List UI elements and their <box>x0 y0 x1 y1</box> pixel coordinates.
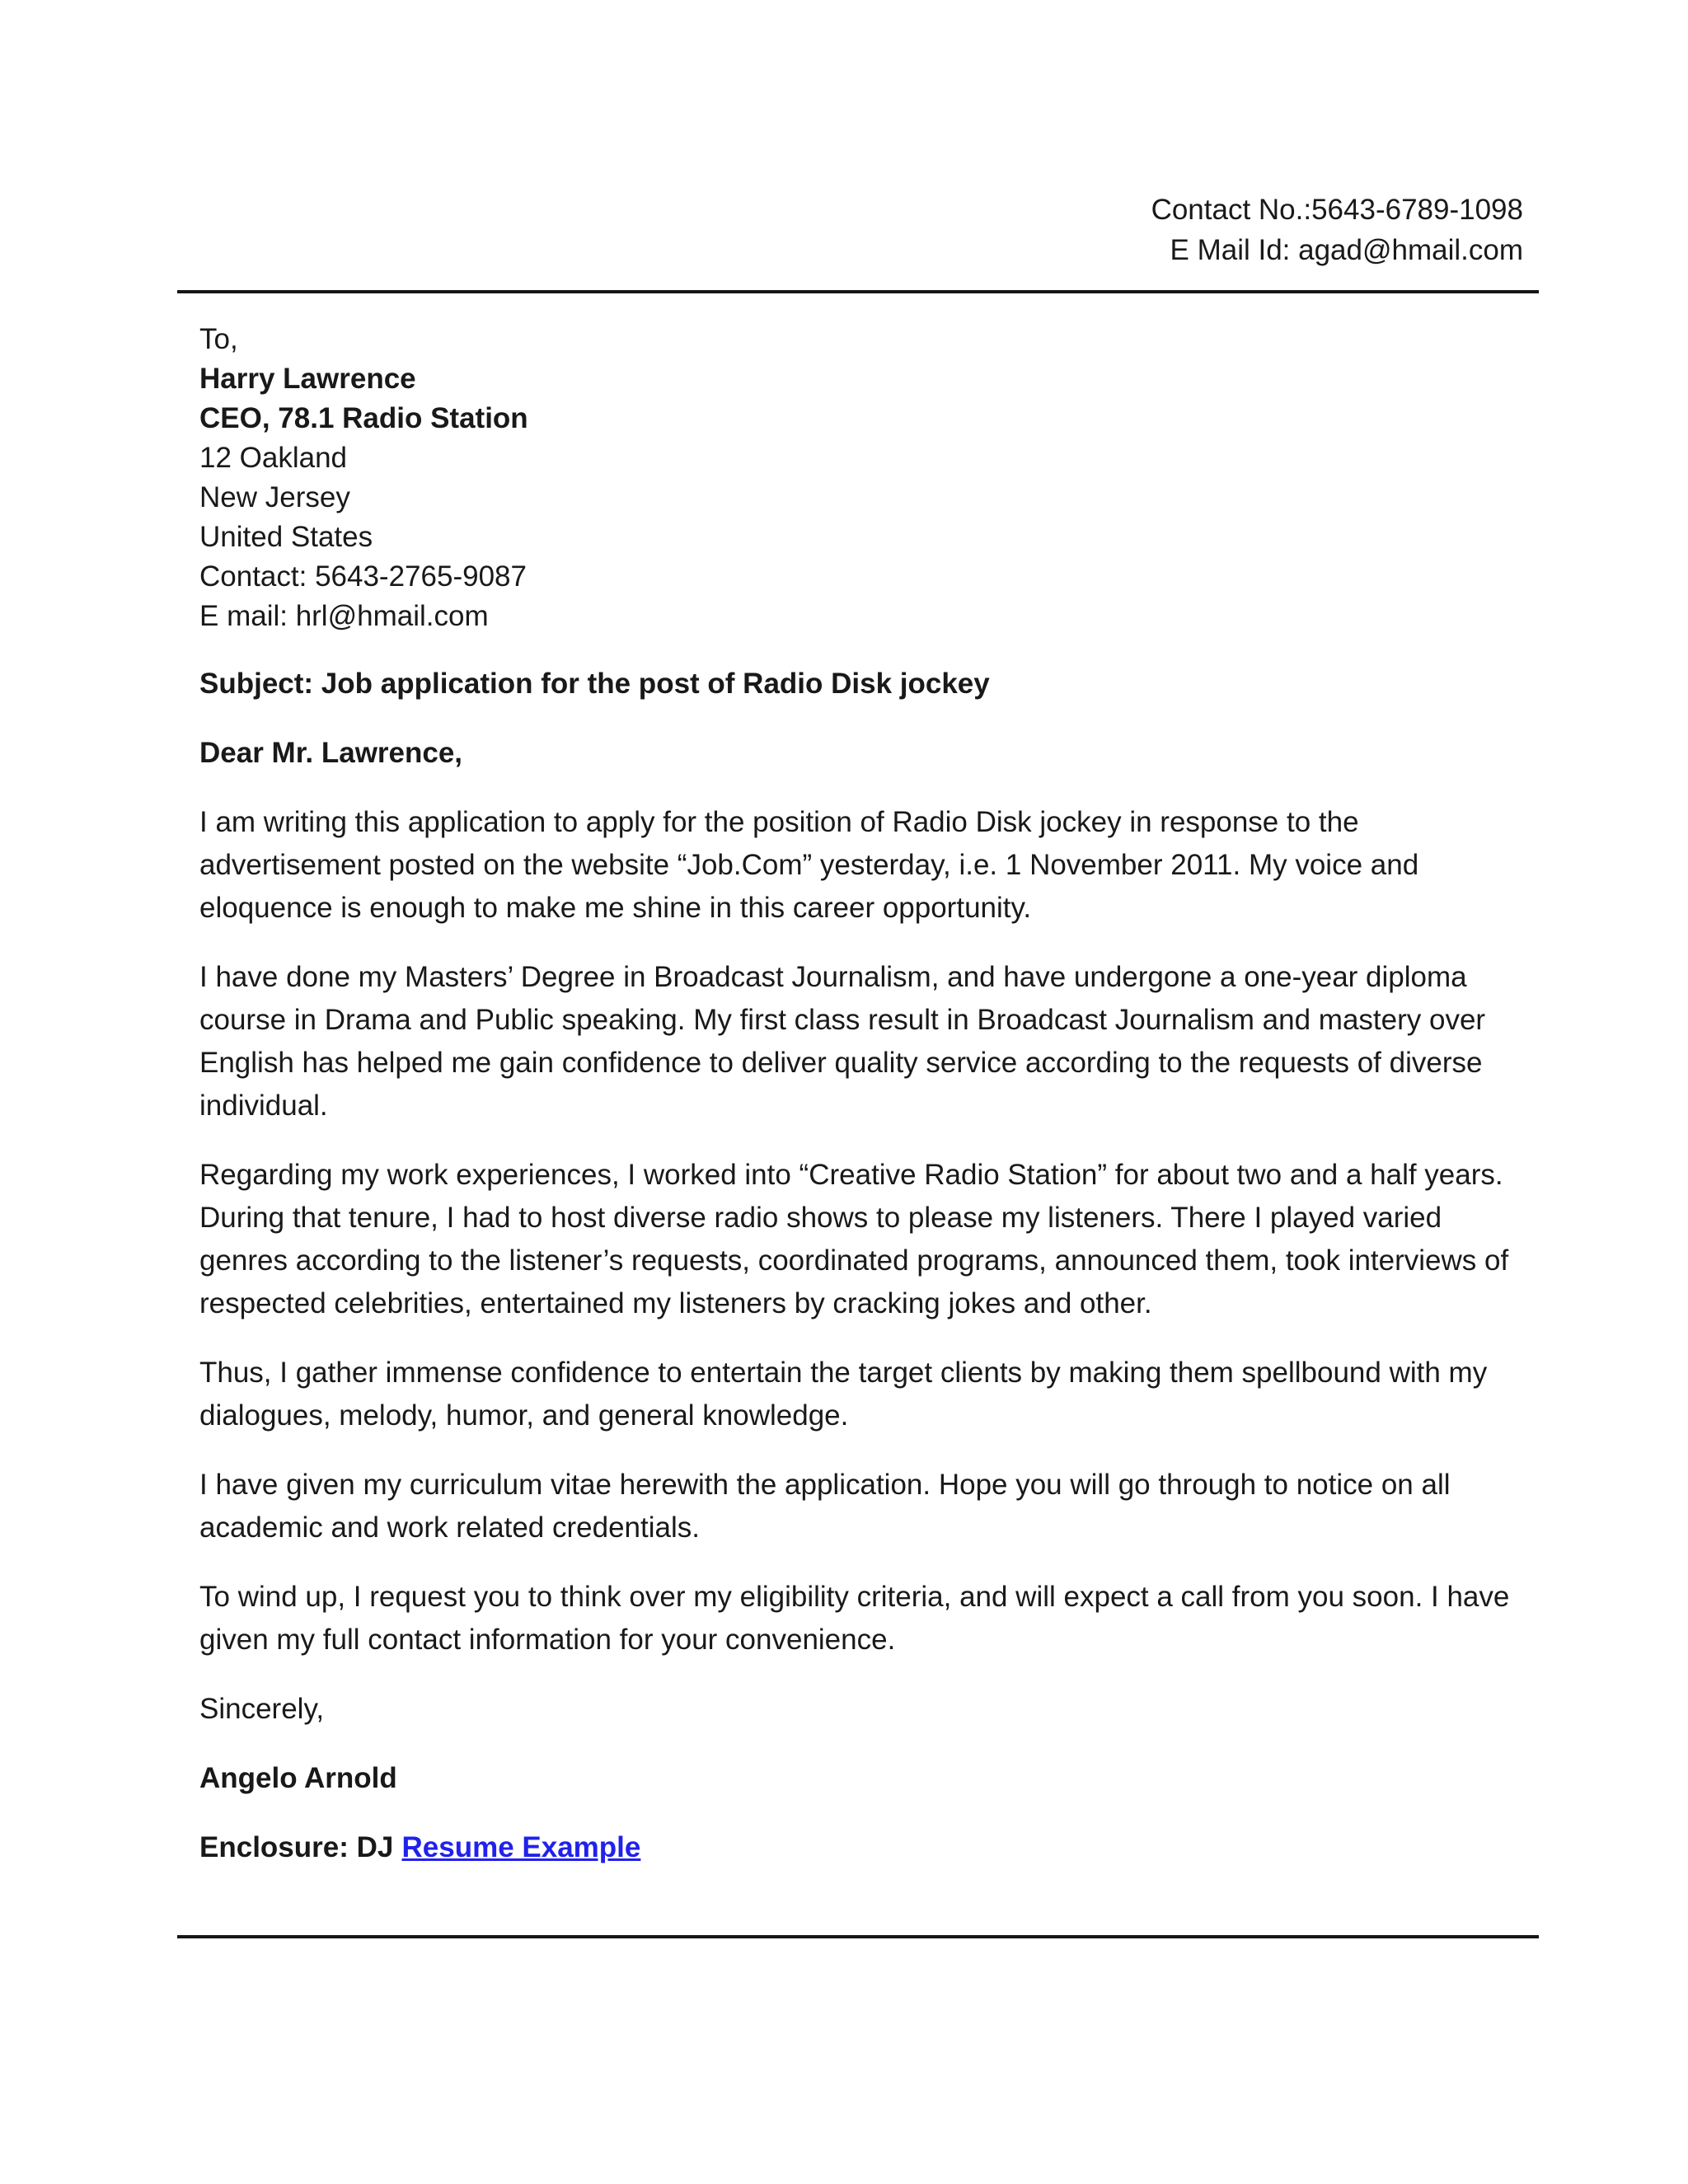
top-divider <box>177 290 1539 293</box>
recipient-block <box>199 320 1523 636</box>
recipient-email: E mail: hrl@hmail.com <box>199 600 489 632</box>
recipient-contact-number: Contact: 5643-2765-9087 <box>199 560 527 593</box>
body-paragraph-experience: Regarding my work experiences, I worked into “Creative Radio Station” for about two and a half years. During that tenure, I had to host diverse radio shows to please my listeners. There I played varied genres according to the listener’s requests, coordinated programs, announced them, took interviews of respected celebrities, entertained my listeners by cracking jokes and other. <box>199 1159 1509 1319</box>
body-paragraph-education: I have done my Masters’ Degree in Broadcast Journalism, and have undergone a one-year diploma course in Drama and Public speaking. My first class result in Broadcast Journalism and mastery over English has helped me gain confidence to deliver quality service according to the requests of diverse individual. <box>199 961 1486 1122</box>
recipient-state: New Jersey <box>199 481 350 513</box>
body-paragraph-cv: I have given my curriculum vitae herewith the application. Hope you will go through to notice on all academic and work related credentials. <box>199 1469 1451 1544</box>
recipient-to-label: To, <box>199 323 238 355</box>
sender-email: E Mail Id: agad@hmail.com <box>1170 234 1523 266</box>
signoff: Sincerely, <box>199 1693 325 1725</box>
resume-example-link[interactable]: Resume Example <box>401 1831 641 1863</box>
recipient-title: CEO, 78.1 Radio Station <box>199 402 528 434</box>
sender-contact-number: Contact No.:5643-6789-1098 <box>1151 194 1523 226</box>
greeting: Dear Mr. Lawrence, <box>199 737 463 769</box>
enclosure-line <box>199 1826 1510 1869</box>
recipient-street: 12 Oakland <box>199 442 348 474</box>
recipient-name: Harry Lawrence <box>199 363 416 395</box>
bottom-divider <box>177 1935 1539 1938</box>
recipient-country: United States <box>199 521 373 553</box>
signature-name: Angelo Arnold <box>199 1762 397 1794</box>
body-paragraph-intro: I am writing this application to apply for the position of Radio Disk jockey in response to the advertisement posted on the website “Job.Com” yesterday, i.e. 1 November 2011. My voice and eloquence is enough to make me shine in this career opportunity. <box>199 806 1419 924</box>
subject-line: Subject: Job application for the post of Radio Disk jockey <box>199 668 990 700</box>
enclosure-label: Enclosure: DJ <box>199 1831 394 1863</box>
sender-contact-block <box>199 190 1523 270</box>
body-paragraph-closing-request: To wind up, I request you to think over my eligibility criteria, and will expect a call from you soon. I have given my full contact information for your convenience. <box>199 1581 1510 1656</box>
body-paragraph-confidence: Thus, I gather immense confidence to entertain the target clients by making them spellbound with my dialogues, melody, humor, and general knowledge. <box>199 1357 1488 1432</box>
